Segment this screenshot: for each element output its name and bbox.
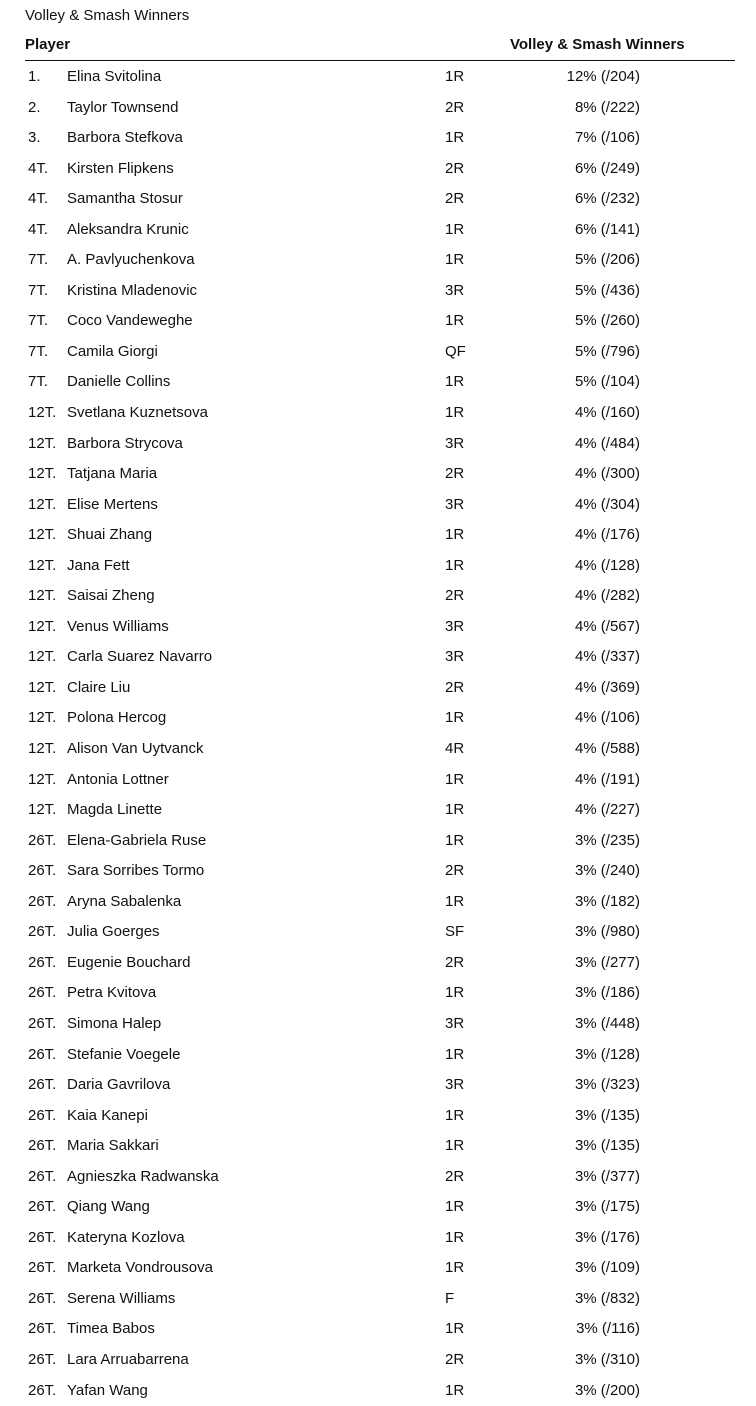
row-player-name: Samantha Stosur bbox=[67, 190, 183, 208]
row-rank: 12T. bbox=[28, 404, 57, 422]
table-row bbox=[0, 1223, 756, 1254]
row-player-name: Alison Van Uytvanck bbox=[67, 740, 204, 758]
row-winners-value: 4% (/227) bbox=[574, 801, 640, 819]
table-row bbox=[0, 1192, 756, 1223]
row-rank: 26T. bbox=[28, 1014, 57, 1032]
row-round: 4R bbox=[445, 740, 465, 758]
row-winners-value: 3% (/116) bbox=[576, 1320, 640, 1338]
row-round: 3R bbox=[445, 434, 465, 452]
row-winners-value: 3% (/980) bbox=[574, 923, 640, 941]
row-rank: 7T. bbox=[28, 251, 49, 269]
table-row bbox=[0, 276, 756, 307]
row-player-name: Aryna Sabalenka bbox=[67, 892, 182, 910]
row-round: 1R bbox=[445, 556, 465, 574]
row-player-name: Barbora Strycova bbox=[67, 434, 183, 452]
row-winners-value: 5% (/104) bbox=[574, 373, 640, 391]
row-player-name: Sara Sorribes Tormo bbox=[67, 862, 205, 880]
row-winners-value: 3% (/135) bbox=[574, 1137, 640, 1155]
row-rank: 1. bbox=[28, 68, 41, 85]
table-row bbox=[0, 337, 756, 368]
row-round: 2R bbox=[445, 678, 465, 696]
row-rank: 26T. bbox=[28, 984, 57, 1002]
row-rank: 7T. bbox=[28, 312, 49, 330]
row-rank: 12T. bbox=[28, 587, 57, 605]
row-player-name: Stefanie Voegele bbox=[67, 1045, 181, 1063]
row-rank: 26T. bbox=[28, 923, 57, 941]
row-winners-value: 4% (/369) bbox=[574, 678, 640, 696]
table-row bbox=[0, 520, 756, 551]
table-row bbox=[0, 184, 756, 215]
row-winners-value: 4% (/160) bbox=[574, 404, 640, 422]
row-round: 2R bbox=[445, 862, 465, 880]
column-header-player: Player bbox=[25, 36, 71, 53]
row-winners-value: 4% (/300) bbox=[574, 465, 640, 483]
row-winners-value: 3% (/109) bbox=[574, 1259, 640, 1277]
row-winners-value: 4% (/567) bbox=[574, 617, 640, 635]
row-player-name: Yafan Wang bbox=[67, 1381, 148, 1399]
row-player-name: Shuai Zhang bbox=[67, 526, 153, 544]
row-winners-value: 3% (/186) bbox=[574, 984, 640, 1002]
row-rank: 26T. bbox=[28, 953, 57, 971]
table-row bbox=[0, 703, 756, 734]
row-player-name: A. Pavlyuchenkova bbox=[67, 251, 195, 269]
row-winners-value: 3% (/240) bbox=[574, 862, 640, 880]
row-player-name: Simona Halep bbox=[67, 1014, 162, 1032]
row-player-name: Taylor Townsend bbox=[67, 98, 179, 116]
row-round: 1R bbox=[445, 1137, 465, 1155]
table-row bbox=[0, 612, 756, 643]
row-rank: 12T. bbox=[28, 495, 57, 513]
table-row bbox=[0, 765, 756, 796]
row-round: 1R bbox=[445, 892, 465, 910]
row-winners-value: 4% (/191) bbox=[574, 770, 640, 788]
row-round: 1R bbox=[445, 373, 465, 391]
table-row bbox=[0, 245, 756, 276]
row-round: 1R bbox=[445, 770, 465, 788]
row-winners-value: 3% (/310) bbox=[574, 1350, 640, 1368]
row-rank: 12T. bbox=[28, 648, 57, 666]
row-winners-value: 4% (/176) bbox=[574, 526, 640, 544]
row-winners-value: 3% (/448) bbox=[574, 1014, 640, 1032]
row-winners-value: 5% (/260) bbox=[574, 312, 640, 330]
table-row bbox=[0, 123, 756, 154]
table-body bbox=[0, 62, 756, 1406]
table-row bbox=[0, 1162, 756, 1193]
row-winners-value: 3% (/377) bbox=[574, 1167, 640, 1185]
row-winners-value: 3% (/323) bbox=[574, 1076, 640, 1094]
table-row bbox=[0, 306, 756, 337]
row-winners-value: 4% (/337) bbox=[574, 648, 640, 666]
table-row bbox=[0, 398, 756, 429]
row-rank: 4T. bbox=[28, 159, 49, 177]
table-row bbox=[0, 93, 756, 124]
table-row bbox=[0, 1253, 756, 1284]
row-rank: 7T. bbox=[28, 342, 49, 360]
row-round: 1R bbox=[445, 801, 465, 819]
row-player-name: Julia Goerges bbox=[67, 923, 160, 941]
row-player-name: Aleksandra Krunic bbox=[67, 220, 189, 238]
row-winners-value: 4% (/484) bbox=[574, 434, 640, 452]
row-winners-value: 4% (/304) bbox=[574, 495, 640, 513]
row-round: 1R bbox=[445, 1106, 465, 1124]
table-header bbox=[25, 34, 735, 61]
table-row bbox=[0, 734, 756, 765]
row-rank: 26T. bbox=[28, 1198, 57, 1216]
row-player-name: Elina Svitolina bbox=[67, 68, 162, 85]
row-round: 1R bbox=[445, 1320, 465, 1338]
row-rank: 26T. bbox=[28, 1381, 57, 1399]
row-player-name: Magda Linette bbox=[67, 801, 163, 819]
row-round: SF bbox=[445, 923, 465, 941]
row-winners-value: 4% (/588) bbox=[574, 740, 640, 758]
row-player-name: Daria Gavrilova bbox=[67, 1076, 171, 1094]
row-round: 1R bbox=[445, 251, 465, 269]
table-row bbox=[0, 917, 756, 948]
row-rank: 4T. bbox=[28, 190, 49, 208]
table-row bbox=[0, 429, 756, 460]
row-winners-value: 3% (/200) bbox=[574, 1381, 640, 1399]
row-winners-value: 4% (/106) bbox=[574, 709, 640, 727]
row-round: 2R bbox=[445, 953, 465, 971]
row-winners-value: 8% (/222) bbox=[574, 98, 640, 116]
table-row bbox=[0, 62, 756, 93]
row-winners-value: 5% (/436) bbox=[574, 281, 640, 299]
table-row bbox=[0, 642, 756, 673]
table-row bbox=[0, 1345, 756, 1376]
row-player-name: Carla Suarez Navarro bbox=[67, 648, 213, 666]
row-rank: 26T. bbox=[28, 1259, 57, 1277]
row-winners-value: 3% (/175) bbox=[574, 1198, 640, 1216]
row-winners-value: 3% (/128) bbox=[574, 1045, 640, 1063]
row-player-name: Timea Babos bbox=[67, 1320, 155, 1338]
row-round: 3R bbox=[445, 281, 465, 299]
row-round: 1R bbox=[445, 129, 465, 147]
row-rank: 12T. bbox=[28, 434, 57, 452]
row-player-name: Danielle Collins bbox=[67, 373, 171, 391]
row-rank: 26T. bbox=[28, 1350, 57, 1368]
table-row bbox=[0, 1070, 756, 1101]
row-round: 2R bbox=[445, 1350, 465, 1368]
row-player-name: Qiang Wang bbox=[67, 1198, 150, 1216]
row-round: 1R bbox=[445, 1381, 465, 1399]
row-round: F bbox=[445, 1289, 455, 1307]
row-round: 2R bbox=[445, 190, 465, 208]
row-rank: 3. bbox=[28, 129, 41, 147]
row-rank: 12T. bbox=[28, 770, 57, 788]
page-title: Volley & Smash Winners bbox=[25, 7, 190, 24]
row-rank: 12T. bbox=[28, 465, 57, 483]
row-rank: 26T. bbox=[28, 1320, 57, 1338]
row-rank: 26T. bbox=[28, 862, 57, 880]
table-row bbox=[0, 826, 756, 857]
row-rank: 12T. bbox=[28, 709, 57, 727]
row-winners-value: 4% (/128) bbox=[574, 556, 640, 574]
row-round: 3R bbox=[445, 648, 465, 666]
row-winners-value: 6% (/141) bbox=[574, 220, 640, 238]
table-row bbox=[0, 1101, 756, 1132]
row-round: 3R bbox=[445, 1076, 465, 1094]
row-player-name: Elise Mertens bbox=[67, 495, 158, 513]
row-player-name: Tatjana Maria bbox=[67, 465, 158, 483]
row-player-name: Kirsten Flipkens bbox=[67, 159, 174, 177]
row-rank: 12T. bbox=[28, 740, 57, 758]
table-row bbox=[0, 887, 756, 918]
row-player-name: Kaia Kanepi bbox=[67, 1106, 148, 1124]
row-player-name: Maria Sakkari bbox=[67, 1137, 159, 1155]
row-rank: 26T. bbox=[28, 1289, 57, 1307]
row-round: 3R bbox=[445, 617, 465, 635]
row-round: 2R bbox=[445, 98, 465, 116]
table-row bbox=[0, 1376, 756, 1406]
row-winners-value: 6% (/232) bbox=[574, 190, 640, 208]
row-round: 1R bbox=[445, 984, 465, 1002]
row-rank: 7T. bbox=[28, 373, 49, 391]
row-rank: 2. bbox=[28, 98, 41, 116]
row-rank: 26T. bbox=[28, 831, 57, 849]
row-rank: 12T. bbox=[28, 556, 57, 574]
row-player-name: Coco Vandeweghe bbox=[67, 312, 193, 330]
row-player-name: Polona Hercog bbox=[67, 709, 167, 727]
table-row bbox=[0, 551, 756, 582]
row-round: 1R bbox=[445, 831, 465, 849]
row-player-name: Barbora Stefkova bbox=[67, 129, 183, 147]
row-round: 1R bbox=[445, 709, 465, 727]
row-player-name: Jana Fett bbox=[67, 556, 130, 574]
row-round: 1R bbox=[445, 1198, 465, 1216]
row-player-name: Agnieszka Radwanska bbox=[67, 1167, 219, 1185]
row-player-name: Marketa Vondrousova bbox=[67, 1259, 213, 1277]
row-round: 2R bbox=[445, 1167, 465, 1185]
row-rank: 12T. bbox=[28, 801, 57, 819]
row-winners-value: 12% (/204) bbox=[566, 68, 640, 85]
row-round: 1R bbox=[445, 1228, 465, 1246]
row-round: 3R bbox=[445, 495, 465, 513]
table-row bbox=[0, 948, 756, 979]
row-rank: 26T. bbox=[28, 1167, 57, 1185]
row-player-name: Kristina Mladenovic bbox=[67, 281, 198, 299]
row-player-name: Claire Liu bbox=[67, 678, 131, 696]
row-rank: 26T. bbox=[28, 1228, 57, 1246]
table-row bbox=[0, 154, 756, 185]
table-row bbox=[0, 1009, 756, 1040]
row-player-name: Svetlana Kuznetsova bbox=[67, 404, 208, 422]
table-row bbox=[0, 215, 756, 246]
table-row bbox=[0, 1284, 756, 1315]
row-round: 1R bbox=[445, 312, 465, 330]
table-row bbox=[0, 490, 756, 521]
table-row bbox=[0, 856, 756, 887]
row-player-name: Serena Williams bbox=[67, 1289, 176, 1307]
row-round: 1R bbox=[445, 68, 465, 85]
row-round: 1R bbox=[445, 526, 465, 544]
row-round: 2R bbox=[445, 587, 465, 605]
row-player-name: Venus Williams bbox=[67, 617, 169, 635]
row-rank: 26T. bbox=[28, 1076, 57, 1094]
row-winners-value: 3% (/235) bbox=[574, 831, 640, 849]
row-round: 1R bbox=[445, 404, 465, 422]
row-winners-value: 5% (/206) bbox=[574, 251, 640, 269]
row-player-name: Lara Arruabarrena bbox=[67, 1350, 189, 1368]
row-winners-value: 3% (/277) bbox=[574, 953, 640, 971]
row-rank: 26T. bbox=[28, 1045, 57, 1063]
row-winners-value: 7% (/106) bbox=[574, 129, 640, 147]
row-winners-value: 3% (/182) bbox=[574, 892, 640, 910]
row-round: QF bbox=[445, 342, 466, 360]
row-round: 1R bbox=[445, 1259, 465, 1277]
row-rank: 26T. bbox=[28, 1106, 57, 1124]
table-row bbox=[0, 581, 756, 612]
row-player-name: Kateryna Kozlova bbox=[67, 1228, 185, 1246]
row-round: 1R bbox=[445, 220, 465, 238]
row-player-name: Antonia Lottner bbox=[67, 770, 169, 788]
row-winners-value: 4% (/282) bbox=[574, 587, 640, 605]
row-player-name: Camila Giorgi bbox=[67, 342, 158, 360]
row-round: 2R bbox=[445, 159, 465, 177]
row-rank: 4T. bbox=[28, 220, 49, 238]
row-winners-value: 3% (/176) bbox=[574, 1228, 640, 1246]
table-row bbox=[0, 978, 756, 1009]
row-rank: 12T. bbox=[28, 526, 57, 544]
table-row bbox=[0, 1314, 756, 1345]
row-winners-value: 3% (/135) bbox=[574, 1106, 640, 1124]
table-row bbox=[0, 1131, 756, 1162]
table-row bbox=[0, 673, 756, 704]
table-row bbox=[0, 795, 756, 826]
row-rank: 26T. bbox=[28, 892, 57, 910]
row-round: 2R bbox=[445, 465, 465, 483]
row-rank: 7T. bbox=[28, 281, 49, 299]
table-row bbox=[0, 459, 756, 490]
row-winners-value: 5% (/796) bbox=[574, 342, 640, 360]
table-row bbox=[0, 367, 756, 398]
row-round: 3R bbox=[445, 1014, 465, 1032]
row-round: 1R bbox=[445, 1045, 465, 1063]
column-header-winners: Volley & Smash Winners bbox=[510, 36, 685, 53]
row-winners-value: 6% (/249) bbox=[574, 159, 640, 177]
table-row bbox=[0, 1040, 756, 1071]
row-rank: 26T. bbox=[28, 1137, 57, 1155]
row-winners-value: 3% (/832) bbox=[574, 1289, 640, 1307]
row-player-name: Eugenie Bouchard bbox=[67, 953, 191, 971]
row-rank: 12T. bbox=[28, 678, 57, 696]
row-player-name: Saisai Zheng bbox=[67, 587, 155, 605]
row-rank: 12T. bbox=[28, 617, 57, 635]
row-player-name: Elena-Gabriela Ruse bbox=[67, 831, 207, 849]
row-player-name: Petra Kvitova bbox=[67, 984, 157, 1002]
